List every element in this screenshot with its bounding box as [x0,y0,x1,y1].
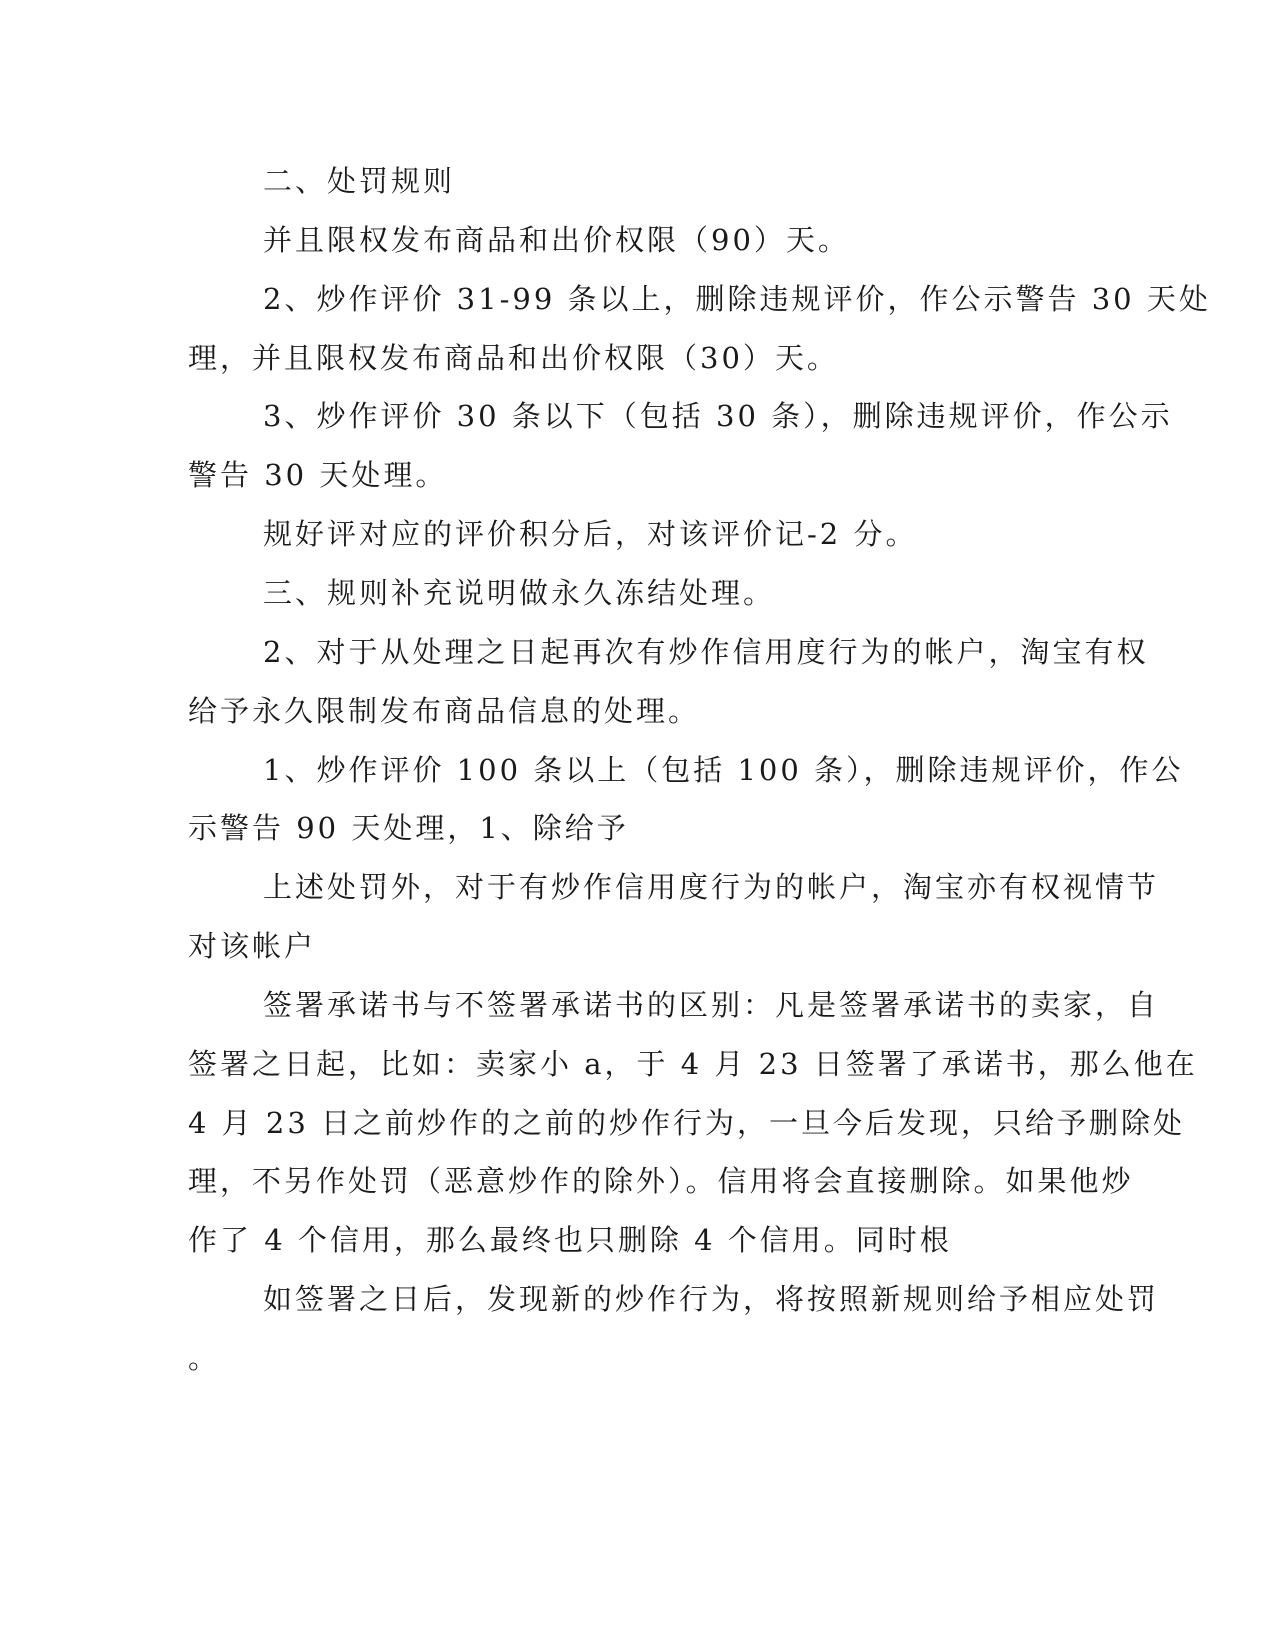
paragraph-line: 理，并且限权发布商品和出价权限（30）天。 [188,341,839,375]
paragraph-line: 并且限权发布商品和出价权限（90）天。 [263,223,850,257]
paragraph-line: 3、炒作评价 30 条以下（包括 30 条），删除违规评价，作公示 [263,399,1173,433]
paragraph-line: 。 [188,1341,221,1375]
paragraph-line: 上述处罚外，对于有炒作信用度行为的帐户，淘宝亦有权视情节 [263,870,1160,904]
paragraph-line: 警告 30 天处理。 [188,458,448,492]
paragraph-line: 作了 4 个信用，那么最终也只删除 4 个信用。同时根 [188,1223,952,1257]
paragraph-line: 2、对于从处理之日起再次有炒作信用度行为的帐户，淘宝有权 [263,635,1149,669]
section-heading-penalty-rules: 二、处罚规则 [263,164,456,198]
paragraph-line: 示警告 90 天处理，1、除给予 [188,811,629,845]
paragraph-line: 签署之日起，比如：卖家小 a，于 4 月 23 日签署了承诺书，那么他在 [188,1047,1198,1081]
section-heading-rule-supplement: 三、规则补充说明做永久冻结处理。 [263,576,776,610]
paragraph-line: 对该帐户 [188,929,317,963]
paragraph-line: 2、炒作评价 31-99 条以上，删除违规评价，作公示警告 30 天处 [263,282,1211,316]
paragraph-line: 理，不另作处罚（恶意炒作的除外）。信用将会直接删除。如果他炒 [188,1164,1134,1198]
paragraph-line: 签署承诺书与不签署承诺书的区别：凡是签署承诺书的卖家，自 [263,988,1160,1022]
paragraph-line: 如签署之日后，发现新的炒作行为，将按照新规则给予相应处罚 [263,1282,1160,1316]
paragraph-line: 4 月 23 日之前炒作的之前的炒作行为，一旦今后发现，只给予删除处 [188,1106,1186,1140]
paragraph-line: 规好评对应的评价积分后，对该评价记-2 分。 [263,517,918,551]
paragraph-line: 给予永久限制发布商品信息的处理。 [188,694,701,728]
paragraph-line: 1、炒作评价 100 条以上（包括 100 条），删除违规评价，作公 [263,753,1184,787]
